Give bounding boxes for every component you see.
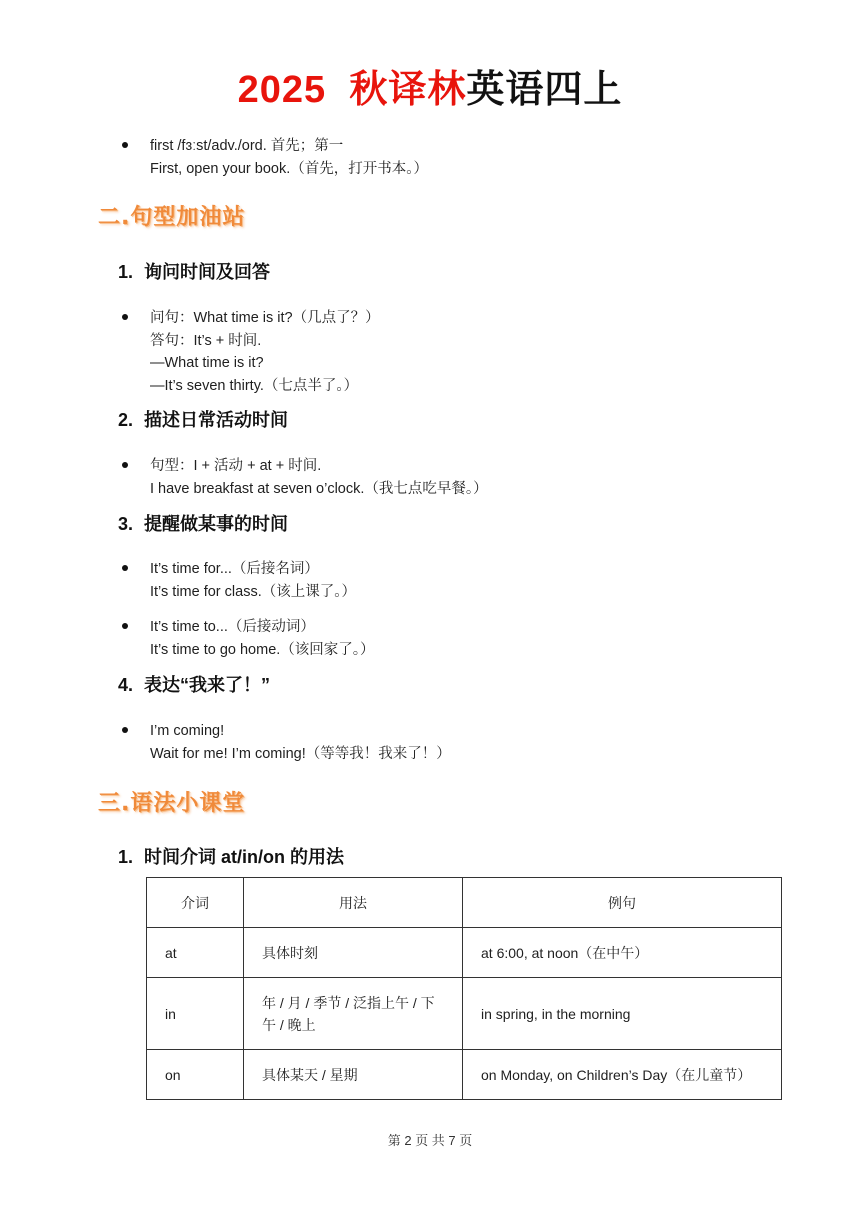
vocab-line: first /fɜːst/adv./ord. 首先；第一 — [150, 138, 344, 154]
text-line: It’s time to...（后接动词） — [150, 619, 315, 635]
text-line: 句型：I + 活动 + at + 时间. — [150, 458, 322, 474]
section-heading-sentences: 二.句型加油站 — [98, 205, 246, 230]
table-header: 介词 — [147, 878, 244, 928]
table-header-row — [147, 878, 782, 928]
section-heading-grammar: 三.语法小课堂 — [98, 791, 246, 816]
sub-heading-prepositions: 1. 时间介词 at/in/on 的用法 — [118, 847, 344, 867]
preposition-table — [146, 877, 782, 1100]
sub-heading-ask-time: 1. 询问时间及回答 — [118, 262, 270, 282]
table-cell: on — [147, 1050, 244, 1100]
title-red-part: 秋译林 — [349, 69, 467, 111]
bullet-dot — [122, 565, 128, 571]
text-line: Wait for me! I’m coming!（等等我！我来了！） — [150, 745, 451, 762]
title-year: 2025 — [237, 69, 327, 111]
table-cell: on Monday, on Children’s Day（在儿童节） — [463, 1050, 782, 1100]
table-row — [147, 978, 782, 1050]
text-line: It’s time for class.（该上课了。） — [150, 583, 356, 600]
bullet-dot — [122, 727, 128, 733]
table-row — [147, 1050, 782, 1100]
table-cell: at — [147, 928, 244, 978]
text-line: I have breakfast at seven o’clock.（我七点吃早餐。） — [150, 480, 488, 497]
text-line: It’s time to go home.（该回家了。） — [150, 641, 375, 658]
title-black-part: 英语四上 — [466, 69, 623, 111]
table-cell: 年 / 月 / 季节 / 泛指上午 / 下午 / 晚上 — [244, 978, 463, 1050]
bullet-dot — [122, 314, 128, 320]
table-header: 例句 — [463, 878, 782, 928]
text-line: 问句：What time is it?（几点了？） — [150, 310, 380, 326]
sub-heading-reminder: 3. 提醒做某事的时间 — [118, 514, 288, 534]
table-cell: in — [147, 978, 244, 1050]
table-cell: at 6:00, at noon（在中午） — [463, 928, 782, 978]
sub-heading-coming: 4. 表达“我来了！” — [118, 675, 270, 695]
bullet-dot — [122, 462, 128, 468]
text-line: —What time is it? — [150, 355, 264, 371]
text-line: 答句：It’s + 时间. — [150, 332, 262, 349]
text-line: I’m coming! — [150, 723, 225, 739]
table-row — [147, 928, 782, 978]
sub-heading-daily-activity: 2. 描述日常活动时间 — [118, 410, 288, 430]
table-cell: in spring, in the morning — [463, 978, 782, 1050]
bullet-dot — [122, 142, 128, 148]
text-line: It’s time for...（后接名词） — [150, 561, 319, 577]
bullet-dot — [122, 623, 128, 629]
text-line: —It’s seven thirty.（七点半了。） — [150, 377, 359, 394]
table-header: 用法 — [244, 878, 463, 928]
table-cell: 具体某天 / 星期 — [244, 1050, 463, 1100]
page-footer: 第 2 页 共 7 页 — [387, 1133, 473, 1148]
table-cell: 具体时刻 — [244, 928, 463, 978]
vocab-example: First, open your book.（首先，打开书本。） — [150, 160, 428, 177]
page-title — [0, 64, 860, 116]
